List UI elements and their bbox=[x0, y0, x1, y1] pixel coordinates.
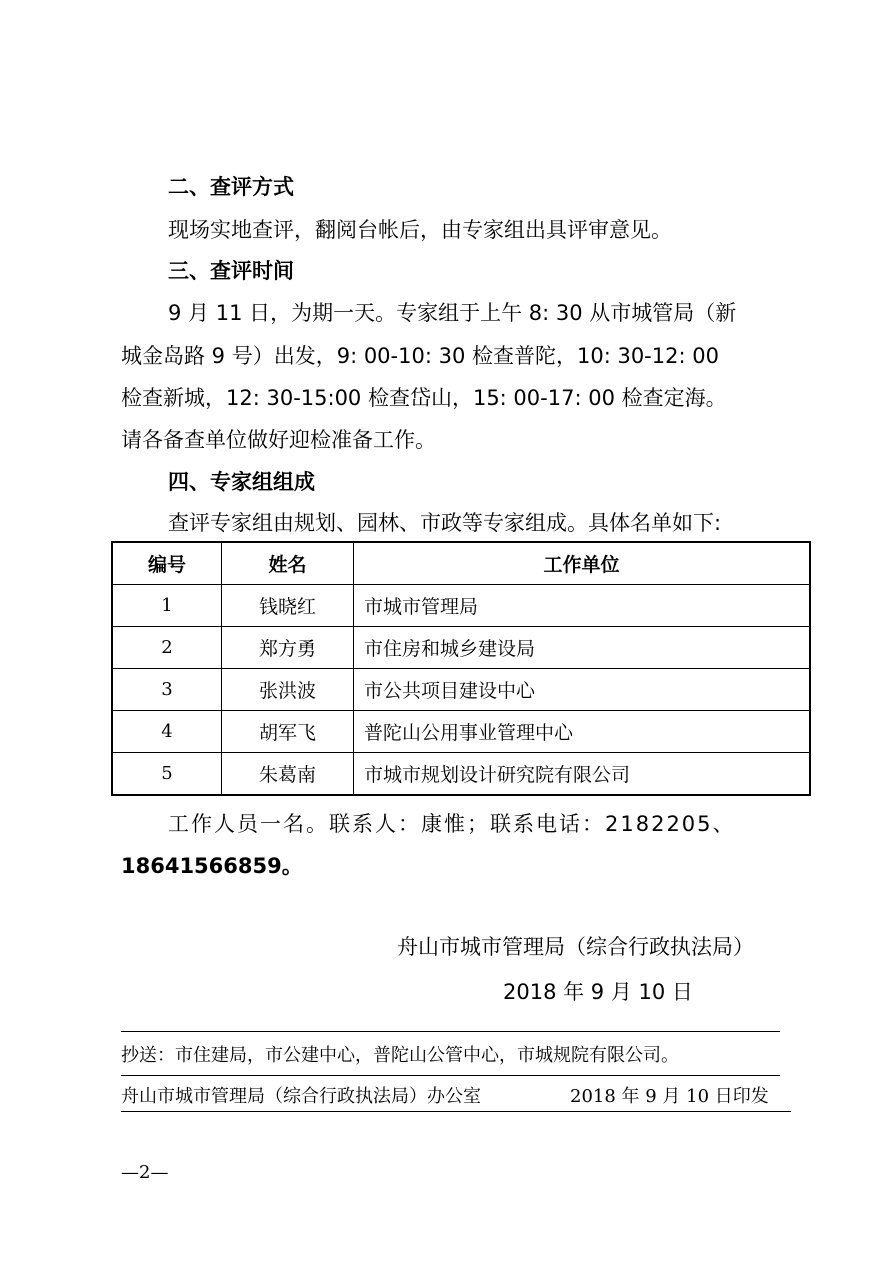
expert-table bbox=[111, 541, 811, 796]
section4-heading: 四、专家组组成 bbox=[168, 470, 315, 494]
section2-body: 现场实地查评，翻阅台帐后，由专家组出具评审意见。 bbox=[168, 218, 672, 242]
row-org: 普陀山公用事业管理中心 bbox=[354, 711, 811, 753]
table-header-row bbox=[112, 542, 810, 585]
signature-org: 舟山市城市管理局（综合行政执法局） bbox=[397, 935, 754, 959]
row-name: 钱晓红 bbox=[222, 585, 354, 627]
row-org: 市城市管理局 bbox=[354, 585, 811, 627]
footer-bottom-rule bbox=[121, 1111, 791, 1112]
table-row bbox=[112, 753, 810, 796]
footer-issue-date: 2018 年 9 月 10 日印发 bbox=[570, 1086, 769, 1107]
footer-issuer: 舟山市城市管理局（综合行政执法局）办公室 bbox=[121, 1086, 481, 1107]
contact-line-2: 18641566859。 bbox=[121, 854, 303, 878]
table-row bbox=[112, 585, 810, 627]
row-no: 1 bbox=[112, 585, 222, 627]
section3-line-4: 请各备查单位做好迎检准备工作。 bbox=[121, 428, 436, 452]
row-no: 3 bbox=[112, 669, 222, 711]
row-name: 胡军飞 bbox=[222, 711, 354, 753]
row-name: 郑方勇 bbox=[222, 627, 354, 669]
section2-heading: 二、查评方式 bbox=[168, 175, 294, 199]
contact-line-1: 工作人员一名。联系人：康惟；联系电话：2182205、 bbox=[168, 812, 736, 836]
section3-line-2: 城金岛路 9 号）出发，9: 00-10: 30 检查普陀，10: 30-12: 00 bbox=[121, 344, 719, 368]
row-name: 朱葛南 bbox=[222, 753, 354, 796]
row-org: 市城市规划设计研究院有限公司 bbox=[354, 753, 811, 796]
table-row bbox=[112, 669, 810, 711]
row-org: 市住房和城乡建设局 bbox=[354, 627, 811, 669]
header-name: 姓名 bbox=[222, 542, 354, 585]
row-no: 5 bbox=[112, 753, 222, 796]
section3-line-1: 9 月 11 日，为期一天。专家组于上午 8: 30 从市城管局（新 bbox=[168, 301, 737, 325]
table-row bbox=[112, 627, 810, 669]
row-no: 4 bbox=[112, 711, 222, 753]
table-row bbox=[112, 711, 810, 753]
page-number: —2— bbox=[121, 1162, 169, 1183]
row-no: 2 bbox=[112, 627, 222, 669]
footer-middle-rule bbox=[121, 1075, 780, 1076]
signature-date: 2018 年 9 月 10 日 bbox=[503, 980, 693, 1004]
section3-heading: 三、查评时间 bbox=[168, 259, 294, 283]
row-org: 市公共项目建设中心 bbox=[354, 669, 811, 711]
row-name: 张洪波 bbox=[222, 669, 354, 711]
section3-line-3: 检查新城，12: 30-15:00 检查岱山，15: 00-17: 00 检查定海。 bbox=[121, 386, 727, 410]
footer-top-rule bbox=[121, 1031, 780, 1032]
header-org: 工作单位 bbox=[354, 542, 811, 585]
header-no: 编号 bbox=[112, 542, 222, 585]
footer-cc: 抄送：市住建局，市公建中心，普陀山公管中心，市城规院有限公司。 bbox=[121, 1045, 679, 1066]
section4-intro: 查评专家组由规划、园林、市政等专家组成。具体名单如下: bbox=[168, 511, 722, 535]
